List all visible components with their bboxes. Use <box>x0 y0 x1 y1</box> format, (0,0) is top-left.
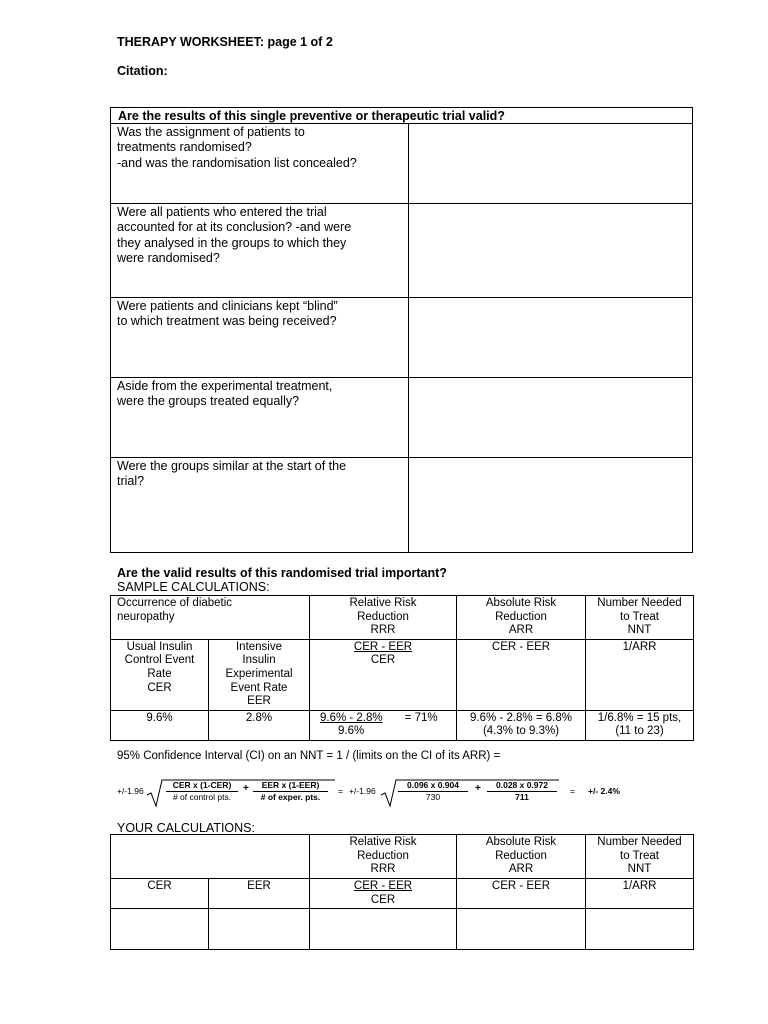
ci-description: 95% Confidence Interval (CI) on an NNT = 1 / (limits on the CI of its ARR) = <box>117 750 501 762</box>
validity-question: Aside from the experimental treatment, were the groups treated equally? <box>111 378 409 457</box>
validity-question: Were patients and clinicians kept “blind” to which treatment was being received? <box>111 298 409 377</box>
answer-cell[interactable] <box>409 204 692 297</box>
validity-row <box>111 204 692 298</box>
validity-question: Were all patients who entered the trial accounted for at its conclusion? -and were they analysed in the groups to which they were randomised? <box>111 204 409 297</box>
validity-row <box>111 298 692 378</box>
sample-calculations-table <box>110 595 694 741</box>
rrr-formula: CER - EER CER <box>310 639 457 710</box>
your-calculations-label: YOUR CALCULATIONS: <box>117 821 255 835</box>
validity-row <box>111 458 692 552</box>
answer-cell[interactable] <box>409 458 692 552</box>
arr-value: 9.6% - 2.8% = 6.8% (4.3% to 9.3%) <box>457 710 586 740</box>
rrr-formula: CER - EER CER <box>310 879 457 909</box>
blank-header <box>111 835 310 879</box>
citation-label: Citation: <box>117 64 168 78</box>
your-calculations-table <box>110 834 694 950</box>
nnt-header: Number Needed to Treat NNT <box>586 596 694 640</box>
rrr-header: Relative Risk Reduction RRR <box>310 596 457 640</box>
cer-input-cell[interactable] <box>111 909 209 950</box>
cer-header: CER <box>111 879 209 909</box>
importance-heading: Are the valid results of this randomised trial important? <box>117 566 447 580</box>
eer-header: EER <box>209 879 310 909</box>
nnt-formula: 1/ARR <box>586 639 694 710</box>
answer-cell[interactable] <box>409 378 692 457</box>
arr-header: Absolute Risk Reduction ARR <box>457 835 586 879</box>
arr-header: Absolute Risk Reduction ARR <box>457 596 586 640</box>
arr-input-cell[interactable] <box>457 909 586 950</box>
rrr-input-cell[interactable] <box>310 909 457 950</box>
validity-row <box>111 124 692 204</box>
cer-header: Usual Insulin Control Event Rate CER <box>111 639 209 710</box>
validity-question: Was the assignment of patients to treatments randomised? -and was the randomisation list concealed? <box>111 124 409 203</box>
answer-cell[interactable] <box>409 124 692 203</box>
arr-formula: CER - EER <box>457 879 586 909</box>
eer-header: Intensive Insulin Experimental Event Rate EER <box>209 639 310 710</box>
nnt-formula: 1/ARR <box>586 879 694 909</box>
eer-input-cell[interactable] <box>209 909 310 950</box>
cer-value: 9.6% <box>111 710 209 740</box>
validity-question: Were the groups similar at the start of the trial? <box>111 458 409 552</box>
worksheet-title: THERAPY WORKSHEET: page 1 of 2 <box>117 35 333 49</box>
nnt-input-cell[interactable] <box>586 909 694 950</box>
nnt-header: Number Needed to Treat NNT <box>586 835 694 879</box>
eer-value: 2.8% <box>209 710 310 740</box>
validity-row <box>111 378 692 458</box>
rrr-value: 9.6% - 2.8% = 71% 9.6% <box>310 710 457 740</box>
rrr-header: Relative Risk Reduction RRR <box>310 835 457 879</box>
occurrence-header: Occurrence of diabetic neuropathy <box>111 596 310 640</box>
nnt-value: 1/6.8% = 15 pts, (11 to 23) <box>586 710 694 740</box>
validity-heading: Are the results of this single preventive or therapeutic trial valid? <box>111 108 692 124</box>
answer-cell[interactable] <box>409 298 692 377</box>
sample-calculations-label: SAMPLE CALCULATIONS: <box>117 580 270 594</box>
arr-formula: CER - EER <box>457 639 586 710</box>
validity-table <box>110 107 693 553</box>
